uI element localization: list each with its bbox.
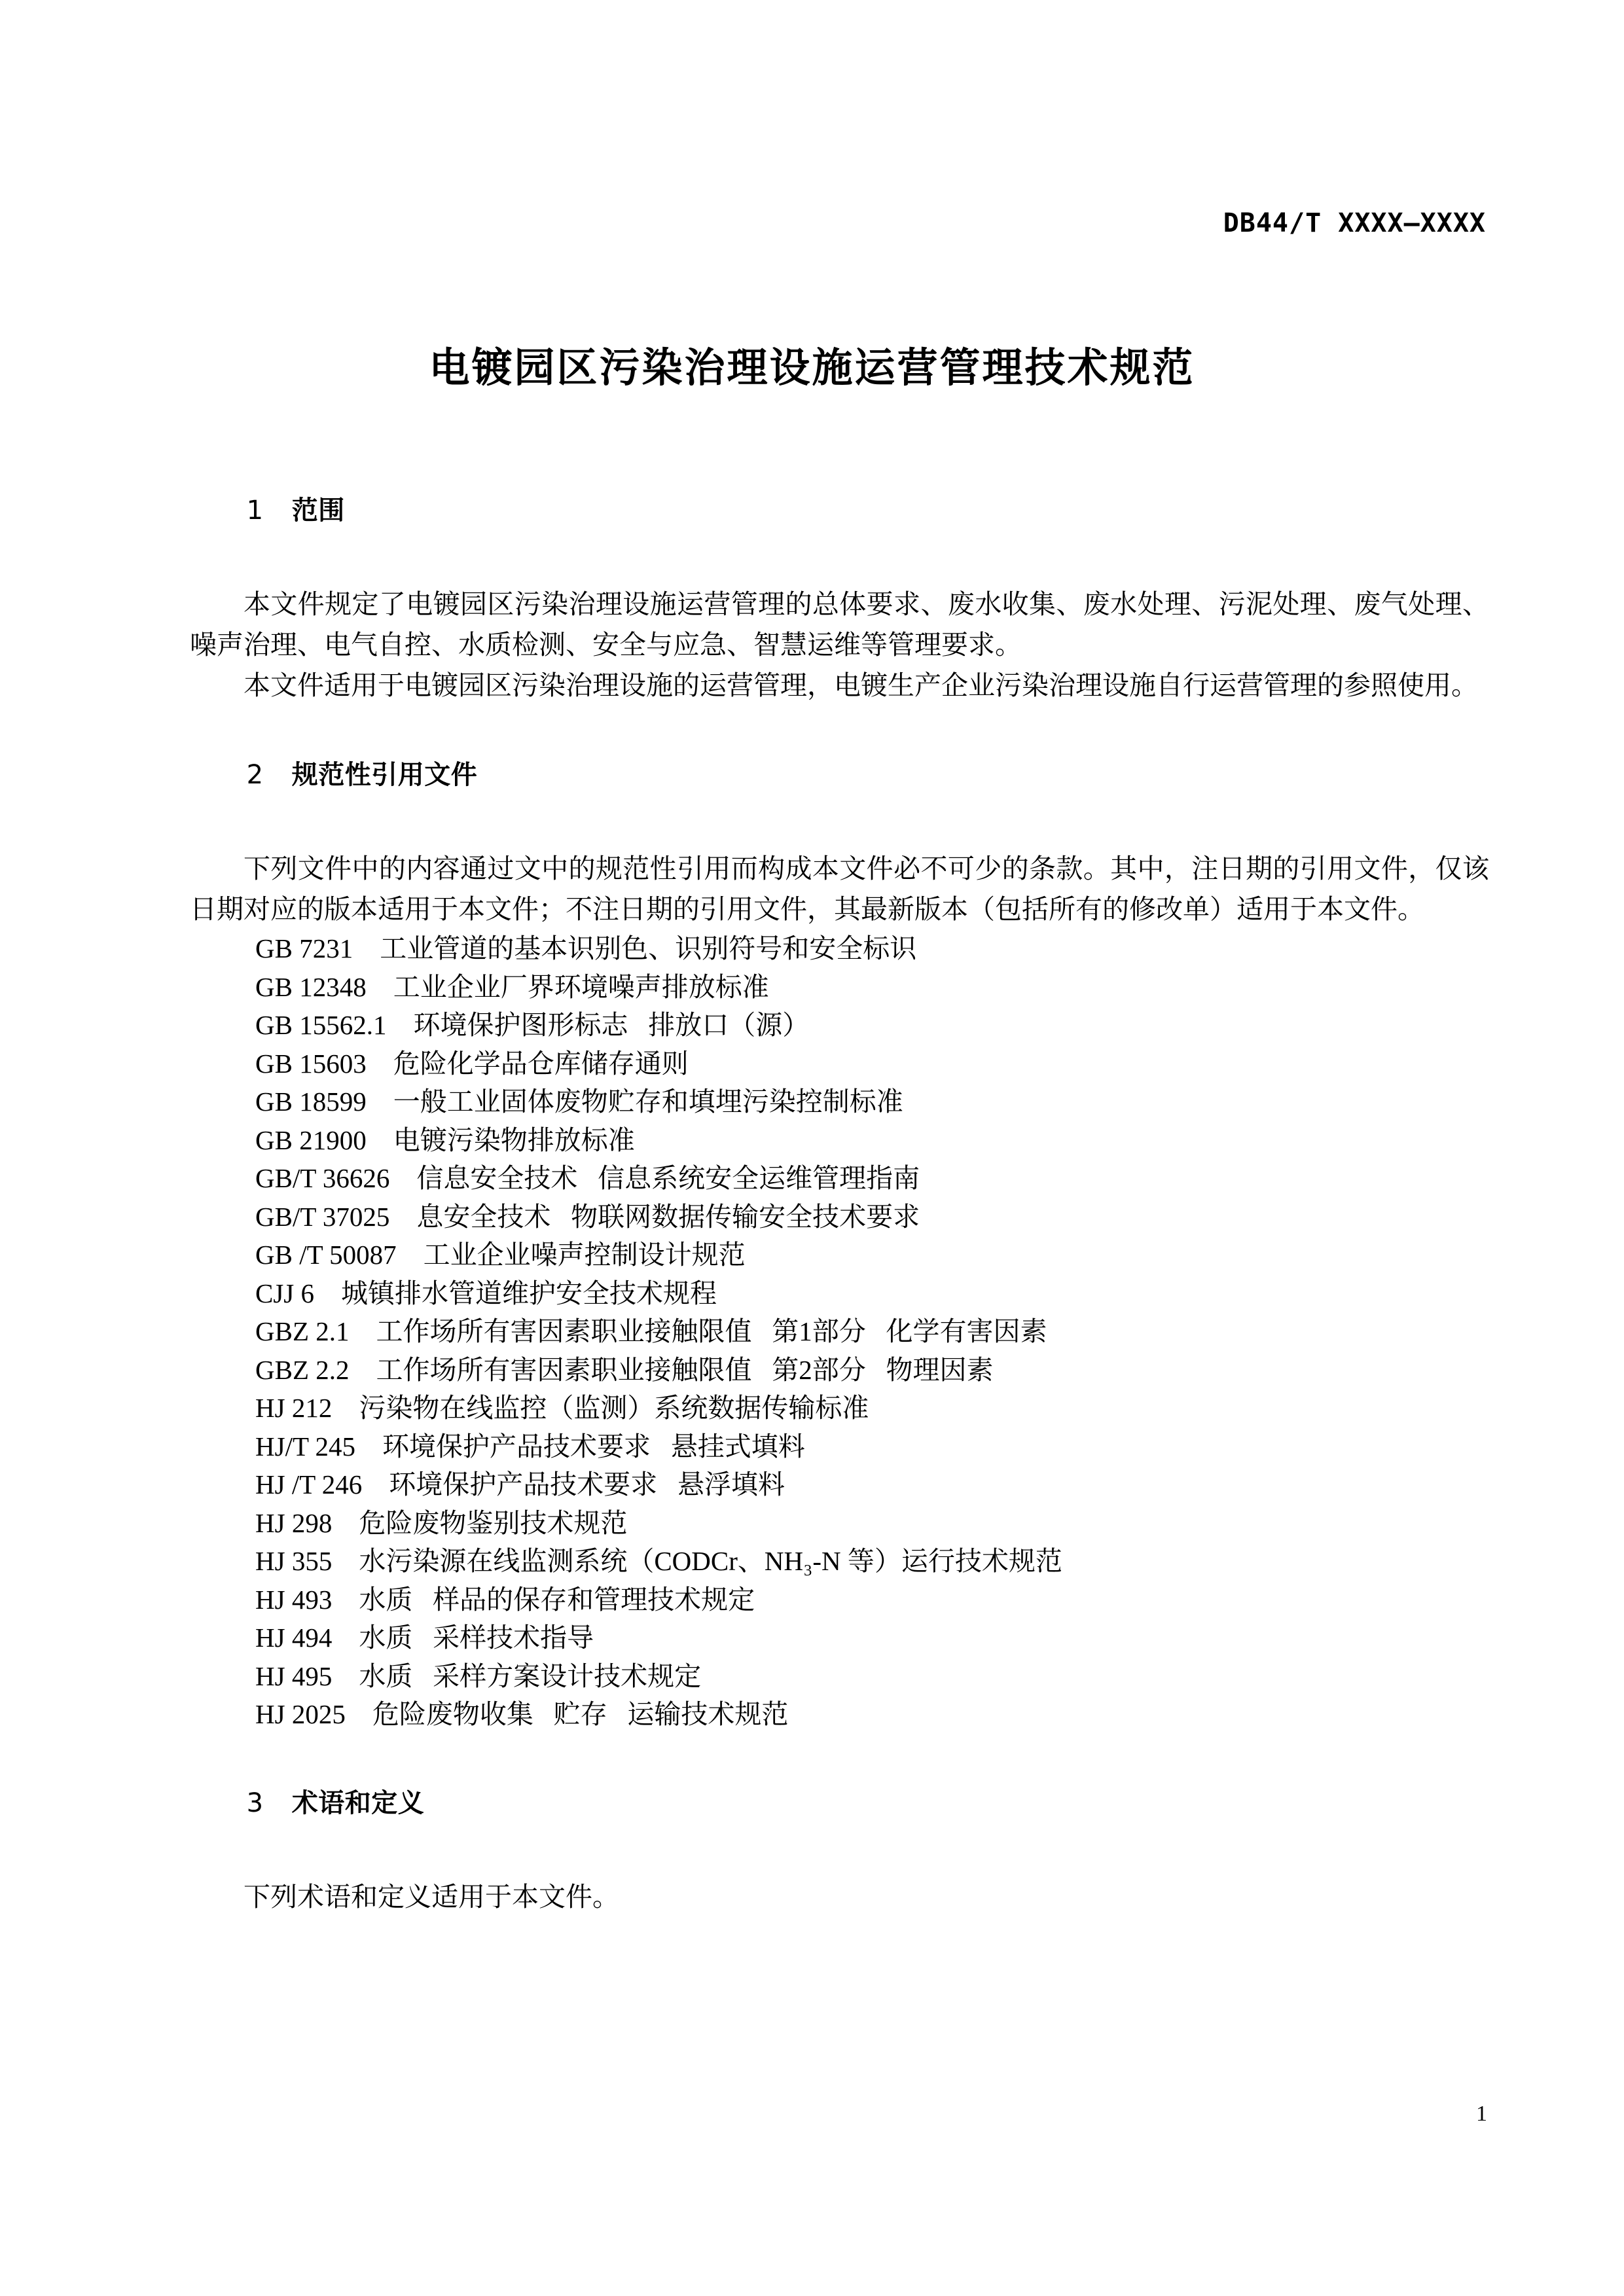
clause-1-paragraph-1: 本文件规定了电镀园区污染治理设施运营管理的总体要求、废水收集、废水处理、污泥处理、废气处理、噪声治理、电气自控、水质检测、安全与应急、智慧运维等管理要求。 bbox=[190, 589, 1489, 660]
clause-2-paragraph-1: 下列文件中的内容通过文中的规范性引用而构成本文件必不可少的条款。其中，注日期的引用文件，仅该日期对应的版本适用于本文件；不注日期的引用文件，其最新版本（包括所有的修改单）适用于本文件。 bbox=[190, 853, 1489, 924]
normative-reference-item bbox=[190, 1427, 1489, 1466]
normative-reference-item bbox=[190, 1006, 1489, 1045]
reference-gap bbox=[332, 1623, 359, 1653]
reference-title: 城镇排水管道维护安全技术规程 bbox=[341, 1278, 717, 1308]
reference-code: HJ 298 bbox=[255, 1507, 333, 1538]
normative-reference-item bbox=[190, 1542, 1489, 1581]
reference-gap bbox=[314, 1278, 341, 1308]
clause-number-1: 1 bbox=[246, 495, 264, 526]
reference-title: 环境保护图形标志 排放口（源） bbox=[413, 1010, 810, 1040]
reference-code: HJ 495 bbox=[255, 1660, 333, 1691]
normative-reference-item bbox=[190, 968, 1489, 1007]
reference-title: 工作场所有害因素职业接触限值 第1部分 化学有害因素 bbox=[376, 1316, 1047, 1346]
reference-gap bbox=[355, 1431, 382, 1462]
clause-title-1: 范围 bbox=[291, 495, 345, 526]
reference-gap bbox=[350, 1355, 376, 1385]
reference-code: HJ /T 246 bbox=[255, 1469, 363, 1499]
reference-title: 危险废物收集 贮存 运输技术规范 bbox=[372, 1699, 789, 1729]
reference-title: 污染物在线监控（监测）系统数据传输标准 bbox=[359, 1393, 869, 1423]
reference-code: GB/T 37025 bbox=[255, 1201, 390, 1232]
reference-code: GB/T 36626 bbox=[255, 1163, 390, 1193]
reference-gap bbox=[332, 1393, 359, 1423]
reference-gap bbox=[367, 1125, 393, 1155]
reference-gap bbox=[332, 1585, 359, 1615]
normative-reference-item bbox=[190, 1312, 1489, 1351]
reference-title: 水污染源在线监测系统（CODCr、NH₃-N 等）运行技术规范 bbox=[359, 1546, 1062, 1576]
clause-heading-2 bbox=[190, 736, 1489, 814]
clause-heading-1 bbox=[190, 471, 1489, 550]
reference-code: GB 15603 bbox=[255, 1048, 367, 1079]
reference-gap bbox=[367, 1086, 393, 1117]
normative-reference-item bbox=[190, 1159, 1489, 1198]
reference-title: 工业企业厂界环境噪声排放标准 bbox=[393, 971, 769, 1002]
normative-reference-item bbox=[190, 1695, 1489, 1734]
reference-gap bbox=[332, 1661, 359, 1691]
page-title: 电镀园区污染治理设施运营管理技术规范 bbox=[429, 343, 1195, 391]
normative-reference-item bbox=[190, 1581, 1489, 1619]
reference-title: 水质 采样技术指导 bbox=[359, 1623, 594, 1653]
reference-title: 水质 采样方案设计技术规定 bbox=[359, 1660, 702, 1691]
reference-gap bbox=[332, 1508, 359, 1538]
normative-reference-item bbox=[190, 1045, 1489, 1083]
reference-gap bbox=[346, 1699, 372, 1729]
reference-gap bbox=[397, 1240, 424, 1270]
reference-code: GB 21900 bbox=[255, 1124, 367, 1155]
normative-reference-item bbox=[190, 1657, 1489, 1696]
normative-reference-item bbox=[190, 1198, 1489, 1236]
reference-gap bbox=[389, 1202, 416, 1232]
reference-gap bbox=[389, 1163, 416, 1193]
reference-code: GB /T 50087 bbox=[255, 1240, 397, 1270]
normative-reference-item bbox=[190, 1504, 1489, 1543]
reference-code: HJ 355 bbox=[255, 1546, 333, 1576]
reference-code: GB 7231 bbox=[255, 933, 353, 963]
reference-title: 信息安全技术 信息系统安全运维管理指南 bbox=[416, 1163, 920, 1193]
clause-3-paragraph-1: 下列术语和定义适用于本文件。 bbox=[244, 1881, 619, 1912]
reference-gap bbox=[350, 1316, 376, 1346]
normative-reference-item bbox=[190, 1465, 1489, 1504]
normative-reference-item bbox=[190, 1236, 1489, 1274]
reference-code: HJ/T 245 bbox=[255, 1431, 356, 1462]
reference-code: GB 18599 bbox=[255, 1086, 367, 1117]
reference-code: HJ 212 bbox=[255, 1393, 333, 1423]
reference-gap bbox=[353, 933, 380, 963]
document-body bbox=[190, 471, 1489, 1917]
normative-reference-item bbox=[190, 929, 1489, 968]
reference-gap bbox=[386, 1010, 413, 1040]
normative-reference-item bbox=[190, 1083, 1489, 1121]
reference-title: 危险废物鉴别技术规范 bbox=[359, 1507, 628, 1538]
clause-number-2: 2 bbox=[246, 760, 264, 790]
reference-title: 危险化学品仓库储存通则 bbox=[393, 1048, 689, 1079]
normative-reference-item bbox=[190, 1274, 1489, 1313]
clause-title-3: 术语和定义 bbox=[291, 1787, 425, 1818]
clause-title-2: 规范性引用文件 bbox=[291, 760, 478, 790]
normative-reference-item bbox=[190, 1619, 1489, 1657]
reference-title: 工业企业噪声控制设计规范 bbox=[423, 1240, 746, 1270]
reference-code: GBZ 2.2 bbox=[255, 1354, 350, 1385]
reference-code: GB 15562.1 bbox=[255, 1010, 387, 1040]
reference-code: HJ 493 bbox=[255, 1584, 333, 1615]
reference-title: 息安全技术 物联网数据传输安全技术要求 bbox=[416, 1201, 920, 1232]
reference-gap bbox=[367, 1049, 393, 1079]
reference-code: HJ 494 bbox=[255, 1623, 333, 1653]
reference-title: 环境保护产品技术要求 悬挂式填料 bbox=[382, 1431, 805, 1462]
normative-reference-item bbox=[190, 1351, 1489, 1390]
reference-title: 电镀污染物排放标准 bbox=[393, 1124, 635, 1155]
reference-title: 水质 样品的保存和管理技术规定 bbox=[359, 1584, 755, 1615]
reference-title: 环境保护产品技术要求 悬浮填料 bbox=[389, 1469, 785, 1499]
reference-gap bbox=[362, 1469, 389, 1499]
reference-title: 工业管道的基本识别色、识别符号和安全标识 bbox=[380, 933, 917, 963]
reference-code: HJ 2025 bbox=[255, 1699, 346, 1729]
clause-heading-3 bbox=[190, 1764, 1489, 1842]
reference-code: CJJ 6 bbox=[255, 1278, 315, 1308]
standard-number-header: DB44/T XXXX—XXXX bbox=[1223, 208, 1486, 238]
reference-title: 工作场所有害因素职业接触限值 第2部分 物理因素 bbox=[376, 1354, 994, 1385]
reference-code: GB 12348 bbox=[255, 971, 367, 1002]
page-number: 1 bbox=[1476, 2102, 1487, 2126]
reference-gap bbox=[332, 1546, 359, 1576]
normative-reference-list bbox=[190, 929, 1489, 1734]
reference-gap bbox=[367, 972, 393, 1002]
clause-1-paragraph-2: 本文件适用于电镀园区污染治理设施的运营管理，电镀生产企业污染治理设施自行运营管理的参照使用。 bbox=[244, 670, 1478, 700]
normative-reference-item bbox=[190, 1121, 1489, 1160]
normative-reference-item bbox=[190, 1389, 1489, 1427]
reference-title: 一般工业固体废物贮存和填埋污染控制标准 bbox=[393, 1086, 903, 1117]
reference-code: GBZ 2.1 bbox=[255, 1316, 350, 1346]
clause-number-3: 3 bbox=[246, 1787, 264, 1818]
